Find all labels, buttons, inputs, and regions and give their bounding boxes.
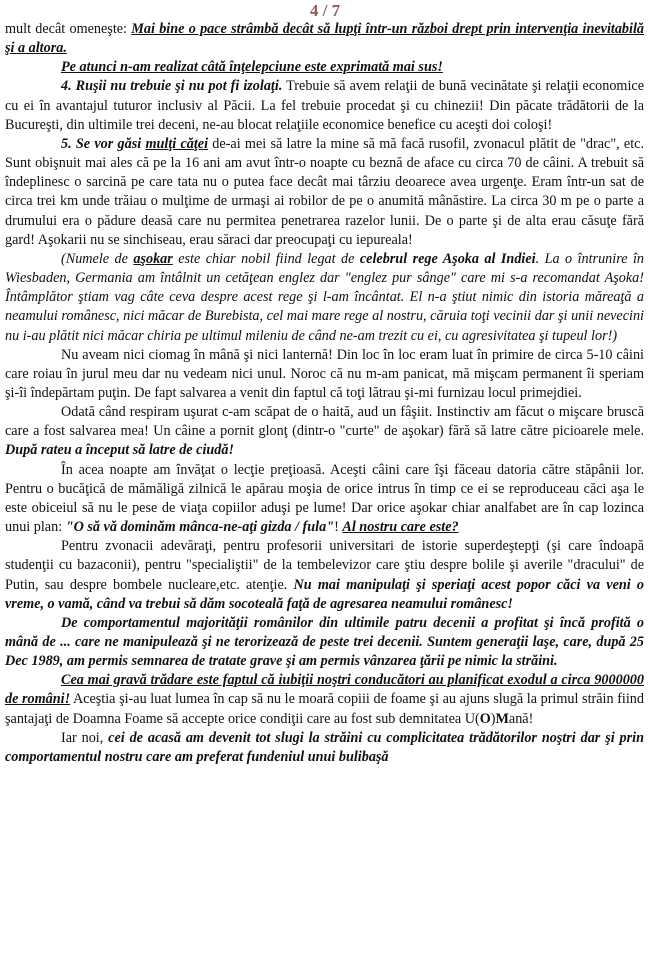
p8-text: În acea noapte am învăţat o lecţie preţioasă. Aceşti câini care îşi făceau datoria către stăpânii lor. Pentru o bucăţică de mămăligă zilnică le apărau moşia de orice intrus în timp ce ei se reproduceau căci aşa le este obiceiul să nu le pese de viaţa copiilor aduşi pe lume! Dar orice aşokar chiar analfabet are în cap lozinca unui plan:	[5, 461, 644, 536]
p4-heading: 5. Se vor găsi	[61, 135, 146, 152]
p7-emphasis: După rateu a început să latre de ciudă!	[5, 442, 234, 459]
paragraph-3	[5, 77, 644, 134]
p11-m: M	[495, 710, 509, 727]
p8-punct: !	[334, 519, 343, 536]
p8-slogan: "O să vă dominăm mânca-ne-aţi gizda / fula"	[65, 519, 335, 536]
paragraph-8	[5, 461, 644, 538]
p7-text: Odată când respiram uşurat c-am scăpat de o haită, aud un fâşiit. Instinctiv am făcut o mişcare bruscă care a fost salvarea mea! Un câine a pornit glonţ (dintr-o "curte" de aşokar) fără să latre către picioarele mele.	[5, 404, 644, 440]
paragraph-12	[5, 729, 644, 767]
p8-question: Al nostru care este?	[342, 519, 459, 536]
p11-end: ană!	[508, 710, 534, 727]
p11-paren: )	[490, 710, 496, 727]
paragraph-4	[5, 135, 644, 250]
p9-emphasis: Nu mai manipulaţi şi speriaţi acest popor căci va veni o vreme, o vamă, când va trebui să dăm socoteală faţă de agresarea neamului românesc!	[5, 576, 644, 612]
p5-a: (Numele de	[61, 250, 134, 267]
p12-text: Iar noi,	[61, 729, 109, 746]
p5-king: celebrul rege Aşoka al Indiei	[359, 250, 536, 267]
p4-text: de-ai mei să latre la mine să mă facă rusofil, zvonacul plătit de "drac", etc. Sunt obişnuit mai ales că pe la 16 ani am avut într-o noapte cu beznă de aface cu circa 70 de câini. A trebuit să îndeplinesc o sarcină pe care tata nu o putea face decât mai târziu deoarece avea urgenţe. Eram într-un sat de circa trei km unde trăiau o mulţime de urmaşi ai robilor de pe o anumită mânăstire. La circa 30 m pe o parte a drumului era o pădure deasă care nu permitea penetrarea razelor lunii. De o parte şi de alta erau căsuţe fără gard! Aşokarii nu se sinchiseau, erau săraci dar preocupaţi cu iepureala!	[5, 135, 645, 248]
paragraph-11	[5, 671, 644, 728]
paragraph-10: De comportamentul majorităţii românilor din ultimile patru decenii a profitat şi încă profită o mână de ... care ne manipulează şi ne terorizează de peste trei decenii. Suntem generaţii laşe, care, după 25 Dec 1989, am permis semnarea de tratate grave şi am permis vânzarea ţării pe nimic la străini.	[5, 614, 644, 670]
paragraph-1	[5, 20, 644, 58]
p4-heading-underlined: mulţi căţei	[145, 135, 209, 152]
p1-proverb: Mai bine o pace strâmbă decât să lupţi într-un război drept prin intervenţia inevitabilă şi a altora.	[5, 21, 644, 57]
p3-text: Trebuie să avem relaţii de bună vecinătate şi relaţii economice cu ei în avantajul tuturor inclusiv al Păcii. La fel trebuie procedat şi cu chinezii! Din păcate trădătorii de la Bucureşti, din ultimile trei deceni, ne-au blocat relaţiile economice benefice cu aceşti doi coloşi!	[5, 78, 644, 133]
paragraph-6: Nu aveam nici ciomag în mână şi nici lanternă! Din loc în loc eram luat în primire de circa 5-10 câini care roiau în jurul meu dar nu vedeam nici unul. Noroc că nu m-am panicat, mă mişcam permanent îi speriam şi-îi îndepărtam puţin. De fapt salvarea a venit din faptul că toţi lătrau şi-mi furnizau locul primejdiei.	[5, 346, 644, 401]
p11-text: Aceştia şi-au luat lumea în cap să nu le moară copiii de foame şi au ajuns slugă la primul străin fiind şantajaţi de Doamna Foame să accepte orice condiţii care au fost sub demnitatea U(	[5, 691, 644, 727]
p5-asokar: aşokar	[133, 250, 173, 267]
p12-emphasis: cei de acasă am devenit tot slugi la străini cu complicitatea trădătorilor noştri dar şi prin comportamentul nostru care am preferat fundeniul unui bulibaşă	[5, 729, 644, 765]
p5-c: este chiar nobil fiind legat de	[172, 250, 360, 267]
document-body	[0, 20, 650, 767]
paragraph-5	[5, 250, 644, 346]
p11-o: O	[479, 710, 491, 727]
p3-heading: 4. Ruşii nu trebuie şi nu pot fi izolaţi.	[61, 78, 283, 95]
p11-emphasis: Cea mai gravă trădare este faptul că iubiţii noştri conducători au planificat exodul a circa 9000000 de români!	[5, 672, 644, 708]
page-number: 4 / 7	[309, 1, 341, 20]
paragraph-9	[5, 537, 644, 614]
paragraph-2: Pe atunci n-am realizat câtă înţelepciune este exprimată mai sus!	[61, 59, 443, 76]
p9-text: Pentru zvonacii adevăraţi, pentru profesorii universitari de istorie superdeştepţi (şi care îndoapă studenţii cu bazaconii), pentru "specialiştii" de la tembelevizor care ştiu despre bolile şi averile "dracului" de Putin, sau despre bombele nucleare,etc. atenţie.	[5, 538, 644, 593]
p1-text: mult decât omeneşte:	[5, 21, 132, 37]
paragraph-7	[5, 403, 644, 460]
p5-e: . La o întrunire în Wiesbaden, Germania am întâlnit un cetăţean englez dar "englez pur sânge" care mi s-a recomandat Aşoka! Întâmplător ştiam vag câte ceva despre acest rege şi l-am încântat. El n-a ştiut nimic din istoria măreaţă a neamului românesc, nici măcar de Burebista, cel mai mare rege al nostru, căruia toţi vecinii dar şi unii nevecini nu i-au plătit nici măcar chiria pe ultimul mileniu de când ne-am trezit cu ei, cu agresivitatea şi tupeul lor!)	[5, 250, 644, 344]
